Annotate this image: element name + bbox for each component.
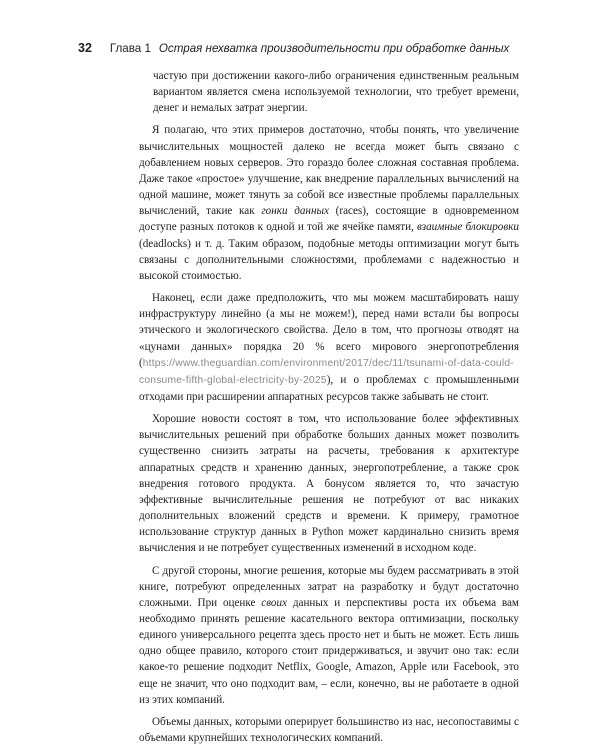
chapter-label: Глава 1 [109,42,151,55]
paragraph-text: (deadlocks) и т. д. Таким образом, подобные методы оптимизации могут быть связаны с дополнительными сложностями, проблемами с надежностью и высокой стоимостью. [139,237,519,282]
paragraph-text: Объемы данных, которыми оперирует большинство из нас, несопоставимы с объемами крупнейших технологических компаний. [139,715,519,745]
paragraph-text: Наконец, если даже предположить, что мы можем масштабировать нашу инфраструктуру линейно (а мы не можем!), перед нами встали бы вопросы этического и экологического свойства. Дело в том, что прогнозы отводят на «цунами данных» порядка 20 % всего мирового энергопотребления ( [139,292,519,369]
source-url-link[interactable]: https://www.theguardian.com/environment/2017/dec/11/tsunami-of-data-could-consume-fifth-global-electricity-by-2025 [139,357,514,386]
paragraph [139,122,519,284]
paragraph [139,714,519,746]
chapter-title: Острая нехватка производительности при обработке данных [158,42,510,55]
paragraph [139,290,519,405]
paragraph-text: Я полагаю, что этих примеров достаточно, чтобы понять, что увеличение вычислительных мощностей далеко не всегда может быть связано с добавлением новых серверов. Это гораздо более сложная составная проблема. Даже такое «простое» улучшение, как внедрение параллельных вычислений на одной машине, может тянуть за собой все известные проблемы параллельных вычислений, такие как [139,124,519,218]
body-text [139,68,519,746]
paragraph-text: данных и перспективы роста их объема вам необходимо принять решение касательного вектора оптимизации, поскольку единого универсального рецепта здесь просто нет и быть не может. Есть лишь одно общее правило, которого стоит придерживаться, и звучит оно так: если какое-то решение подходит Netflix, Google, Amazon, Apple или Facebook, это еще не значит, что оно подходит вам, – если, конечно, вы не работаете в одной из этих компаний. [139,596,519,706]
paragraph-text: ), и о проблемах с промышленными отходами при расширении аппаратных ресурсов также забывать не стоит. [139,373,519,403]
paragraph [139,68,519,116]
paragraph-text: Хорошие новости состоят в том, что использование более эффективных вычислительных решений при обработке больших данных может позволить существенно снизить затраты на расчеты, требования к архитектуре аппаратных средств и хранению данных, энергопотребление, а также срок внедрения готового продукта. А бонусом является то, что зачастую эффективные вычислительные решения не потребуют от вас никаких дополнительных вложений средств и времени. К примеру, грамотное использование структур данных в Python может кардинально снизить время вычисления и не потребует существенных изменений в исходном коде. [139,413,519,555]
paragraph-text: (races), состоящие в одновременном доступе разных потоков к одной и той же ячейке памяти, [139,205,520,234]
paragraph [139,411,519,556]
paragraph-text: частую при достижении какого-либо ограничения единственным реальным вариантом является смена используемой технологии, что требует времени, денег и немалых затрат энергии. [153,70,519,115]
paragraph-text: С другой стороны, многие решения, которые мы будем рассматривать в этой книге, потребуют определенных затрат на разработку и будут достаточно сложными. При оценке [139,564,519,609]
italic-term: гонки данных [261,205,329,218]
running-head [78,41,548,55]
paragraph [139,563,519,708]
italic-term: взаимные блокировки [417,221,519,234]
italic-term: своих [261,596,288,609]
page-number: 32 [78,41,92,55]
